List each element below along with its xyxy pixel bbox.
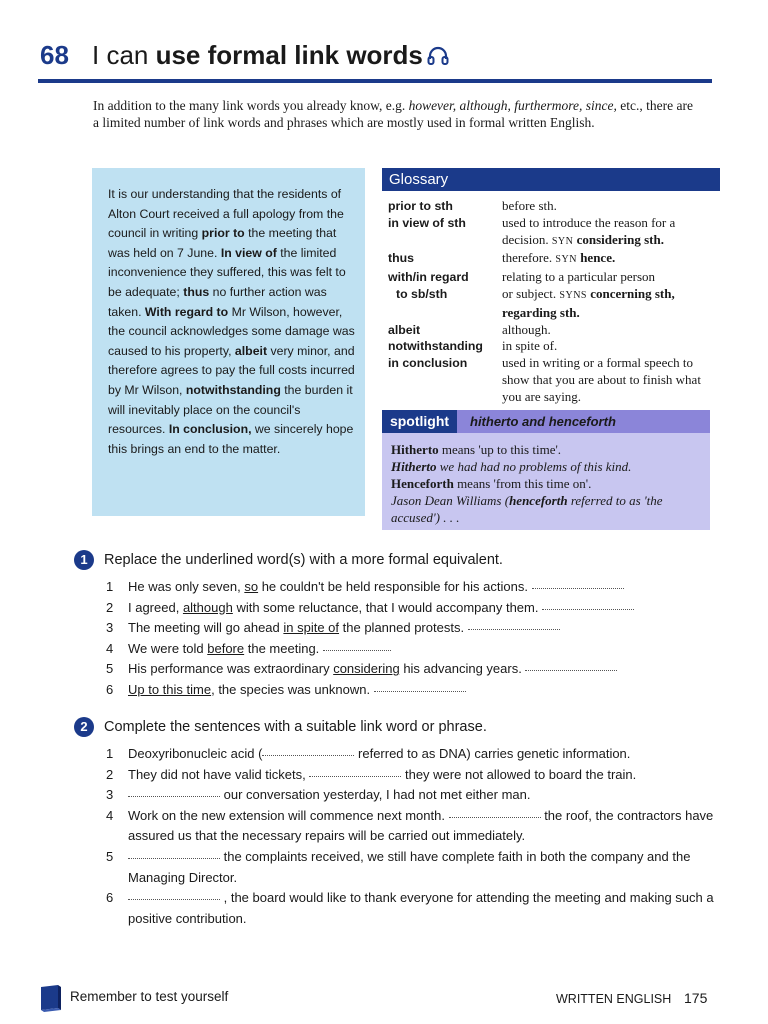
item-text: our conversation yesterday, I had not met either man. [220,787,531,803]
glossary-entry: to sb/sth or subject. SYNS concerning sth, [396,285,675,301]
title-bold: use formal link words [155,40,423,70]
item-text: , the species was unknown. [211,681,371,697]
item-number: 1 [106,746,114,761]
footer-section: WRITTEN ENGLISH [556,992,672,1006]
item-text: , the board would like to thank everyone for attending the meeting and making such a positive contribution. [128,890,714,926]
exercise-2-number: 2 [74,717,94,737]
exercise-2-instruction: Complete the sentences with a suitable link word or phrase. [104,719,487,735]
exercise-2-item [94,785,734,806]
item-number: 4 [106,640,114,656]
item-text: he couldn't be held responsible for his actions. [258,579,528,594]
example-text-box [92,168,365,516]
item-text: the roof, the contractors have assured us that the necessary repairs will be carried out immediately. [128,807,714,844]
spotlight-label: spotlight [382,410,457,433]
glossary-entry: thus therefore. SYN hence. [388,250,616,266]
underlined-word: although [182,599,233,615]
underlined-word: in spite of [283,620,340,636]
answer-blank[interactable] [309,775,401,777]
exercise-1-item [94,639,734,660]
underlined-word: considering [333,661,400,677]
exercise-2-item [94,847,734,888]
headphones-icon[interactable] [427,42,449,73]
underlined-word: so [244,579,259,594]
answer-blank[interactable] [468,628,560,630]
item-text: We were told [128,640,208,656]
answer-blank[interactable] [262,754,354,756]
answer-blank[interactable] [542,608,634,610]
item-text: Work on the new extension will commence next month. [128,807,449,823]
answer-blank[interactable] [532,587,624,589]
glossary-entry: notwithstanding in spite of. [388,338,558,354]
item-text: referred to as DNA) carries genetic information. [354,746,631,761]
exercise-2-item [94,888,734,929]
glossary-entry: in view of sth used to introduce the reason for a decision. SYN considering sth. [388,214,676,247]
page-title [92,40,449,73]
answer-blank[interactable] [525,669,617,671]
spotlight-box [382,410,710,530]
item-number: 3 [106,620,114,636]
link-word: albeit [234,343,268,358]
link-word: thus [183,284,210,299]
title-plain: I can [92,40,156,70]
exercise-1-item [94,680,734,701]
exercise-1-item [94,618,734,639]
underlined-word: before [207,640,245,656]
exercise-2-list [94,744,734,929]
exercise-1-item [94,577,734,598]
answer-blank[interactable] [128,857,220,859]
item-number: 3 [106,787,114,803]
item-number: 5 [106,661,114,677]
item-text: His performance was extraordinary [128,661,334,677]
answer-blank[interactable] [323,649,391,651]
glossary-entry: prior to sth before sth. [388,198,557,213]
intro-text: In addition to the many link words you already know, e.g. [93,98,409,113]
answer-blank[interactable] [128,795,220,797]
item-text: They did not have valid tickets, [128,766,310,782]
exercise-2-item [94,806,734,847]
exercise-2-item [94,744,734,765]
exercise-2-item [94,765,734,786]
glossary-entry: albeit although. [388,321,551,337]
answer-blank[interactable] [374,690,466,692]
item-text: Deoxyribonucleic acid ( [128,746,263,761]
exercise-1-item [94,598,734,619]
answer-blank[interactable] [449,816,541,818]
item-text: The meeting will go ahead [128,620,284,636]
item-text: the meeting. [244,640,320,656]
exercise-1-item [94,659,734,680]
glossary [388,198,718,406]
item-number: 6 [106,890,114,906]
page-number: 175 [684,990,708,1006]
link-word: prior to [201,226,245,241]
glossary-entry: in conclusion used in writing or a formal speech to show that you are about to finish what you are saying. [388,355,701,404]
glossary-heading: Glossary [382,168,720,191]
item-number: 2 [106,766,114,782]
item-text: with some reluctance, that I would accompany them. [232,599,539,615]
answer-blank[interactable] [128,898,220,900]
book-icon [38,984,64,1017]
glossary-entry: regarding sth. [502,304,580,320]
item-text: He was only seven, [128,579,245,594]
unit-number: 68 [40,40,69,70]
item-text: I agreed, [128,599,183,615]
spotlight-body: Hitherto means 'up to this time'. Hitherto we had had no problems of this kind. Henceforth means 'from this time on'. Jason Dean Williams (henceforth referred to as 'the accused') . . . [391,442,663,525]
link-word: notwithstanding [185,382,281,397]
exercise-1-number: 1 [74,550,94,570]
link-word: With regard to [144,304,229,319]
header-rule [38,79,712,83]
glossary-entry: with/in regard relating to a particular person [388,269,656,285]
footer-reminder[interactable]: Remember to test yourself [70,989,229,1004]
item-number: 6 [106,681,114,697]
item-text: they were not allowed to board the train. [401,766,637,782]
item-text: the complaints received, we still have complete faith in both the company and the Managing Director. [128,848,691,885]
spotlight-title: hitherto and henceforth [470,414,616,429]
item-text: his advancing years. [399,661,522,677]
item-number: 5 [106,848,114,864]
intro-text-2: etc., there are a limited number of link words and phrases which are mostly used in formal written English. [93,98,693,130]
item-number: 4 [106,807,114,823]
item-text: the planned protests. [339,620,465,636]
example-text: It is our understanding that the residents of Alton Court received a full apology from the council in writing prior to the meeting that was held on 7 June. In view of the limited inconvenience they suffered, this was felt to be adequate; thus no further action was taken. With regard to Mr Wilson, however, the council acknowledges some damage was caused to his property, albeit very minor, and therefore agrees to pay the full costs incurred by Mr Wilson, notwithstanding the burden it will inevitably place on the council's resources. In conclusion, we sincerely hope this brings an end to the matter. [108,187,355,456]
intro-paragraph [93,97,693,131]
underlined-word: Up to this time [128,681,212,697]
link-word: In conclusion, [168,422,252,437]
item-number: 1 [106,579,114,594]
item-number: 2 [106,599,114,615]
exercise-1-list [94,577,734,701]
intro-examples: however, although, furthermore, since, [408,98,617,113]
link-word: In view of [220,245,277,260]
exercise-1-instruction: Replace the underlined word(s) with a more formal equivalent. [104,552,503,568]
